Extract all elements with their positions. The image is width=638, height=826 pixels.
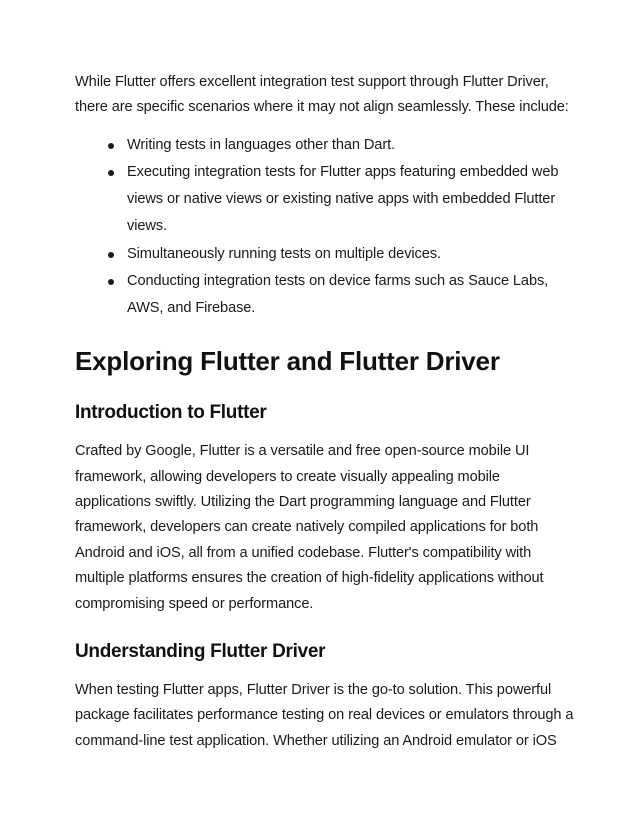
list-item-text: Simultaneously running tests on multiple devices. [127,245,441,262]
list-item-text: Executing integration tests for Flutter apps featuring embedded web views or native views or existing native apps with embedded Flutter views. [127,164,559,235]
list-item [127,268,575,322]
bullet-icon [108,252,114,258]
list-item [127,132,575,159]
list-item [127,241,575,268]
section-heading: Exploring Flutter and Flutter Driver [75,346,500,377]
driver-paragraph: When testing Flutter apps, Flutter Driver is the go-to solution. This powerful package facilitates performance testing on real devices or emulators through a command-line test application. Whether utilizing an Android emulator or iOS [75,682,574,749]
subsection-heading-driver: Understanding Flutter Driver [75,641,326,663]
list-item-text: Conducting integration tests on device farms such as Sauce Labs, AWS, and Firebase. [127,272,549,317]
bullet-icon [108,170,114,176]
list-item [127,159,575,241]
bullet-icon [108,143,114,149]
introduction-paragraph: Crafted by Google, Flutter is a versatile and free open-source mobile UI framework, allowing developers to create visually appealing mobile applications swiftly. Utilizing the Dart programming language and Flutter framework, developers can create natively compiled applications for both Android and iOS, all from a unified codebase. Flutter's compatibility with multiple platforms ensures the creation of high-fidelity applications without compromising speed or performance. [75,443,544,612]
subsection-heading-introduction: Introduction to Flutter [75,402,267,424]
scenario-list [75,132,575,322]
list-item-text: Writing tests in languages other than Dart. [127,136,395,153]
document-page [75,70,575,754]
bullet-icon [108,279,114,285]
intro-paragraph: While Flutter offers excellent integration test support through Flutter Driver, there are specific scenarios where it may not align seamlessly. These include: [75,74,569,116]
